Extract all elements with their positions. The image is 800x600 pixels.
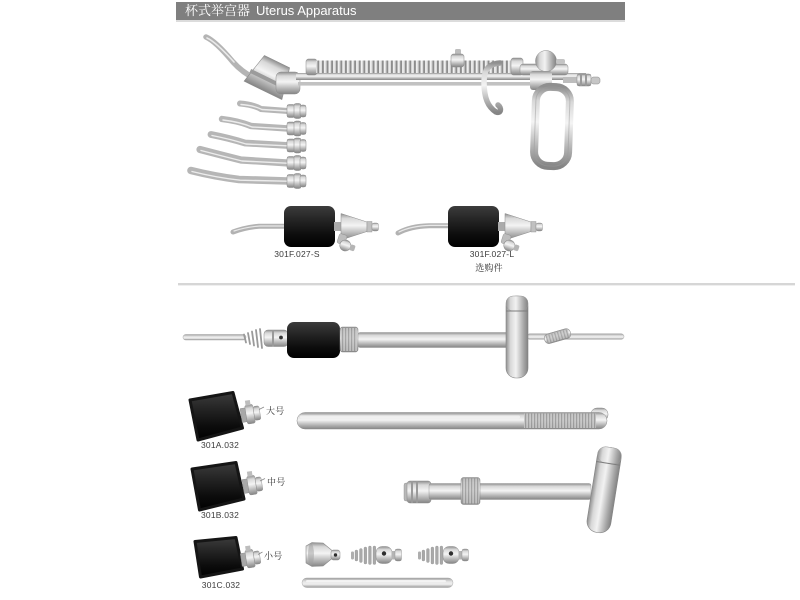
section-divider <box>178 283 795 286</box>
title-english: Uterus Apparatus <box>256 3 357 18</box>
size-label-large: 大号 <box>266 406 285 416</box>
cup-small-image <box>195 538 263 578</box>
cup-assembly-S-image <box>233 206 379 254</box>
cup-large-image <box>190 393 264 441</box>
long-rod-image <box>297 408 608 429</box>
cup-assembly-L-image <box>398 206 543 254</box>
t-handle-rod-image <box>404 446 623 535</box>
curved-tips-set-image <box>191 104 306 189</box>
size-label-medium: 中号 <box>267 477 286 487</box>
product-code-301B032: 301B.032 <box>201 510 239 520</box>
cone-adapter-image <box>306 543 340 567</box>
threaded-connector-2-image <box>418 546 469 565</box>
product-code-301C032: 301C.032 <box>201 580 241 590</box>
product-code-301F027L: 301F.027-L <box>469 249 515 259</box>
size-label-small: 小号 <box>264 551 283 561</box>
product-code-301F027S: 301F.027-S <box>274 249 320 259</box>
product-code-301A032: 301A.032 <box>201 440 239 450</box>
cup-medium-image <box>192 463 265 511</box>
short-rod-image <box>302 578 453 588</box>
tip-hubs <box>287 104 306 189</box>
optional-part-note: 选购件 <box>475 263 503 273</box>
threaded-connector-1-image <box>351 546 402 565</box>
title-chinese: 杯式举宫器 <box>185 3 251 18</box>
rod-manipulator-image <box>183 296 624 378</box>
